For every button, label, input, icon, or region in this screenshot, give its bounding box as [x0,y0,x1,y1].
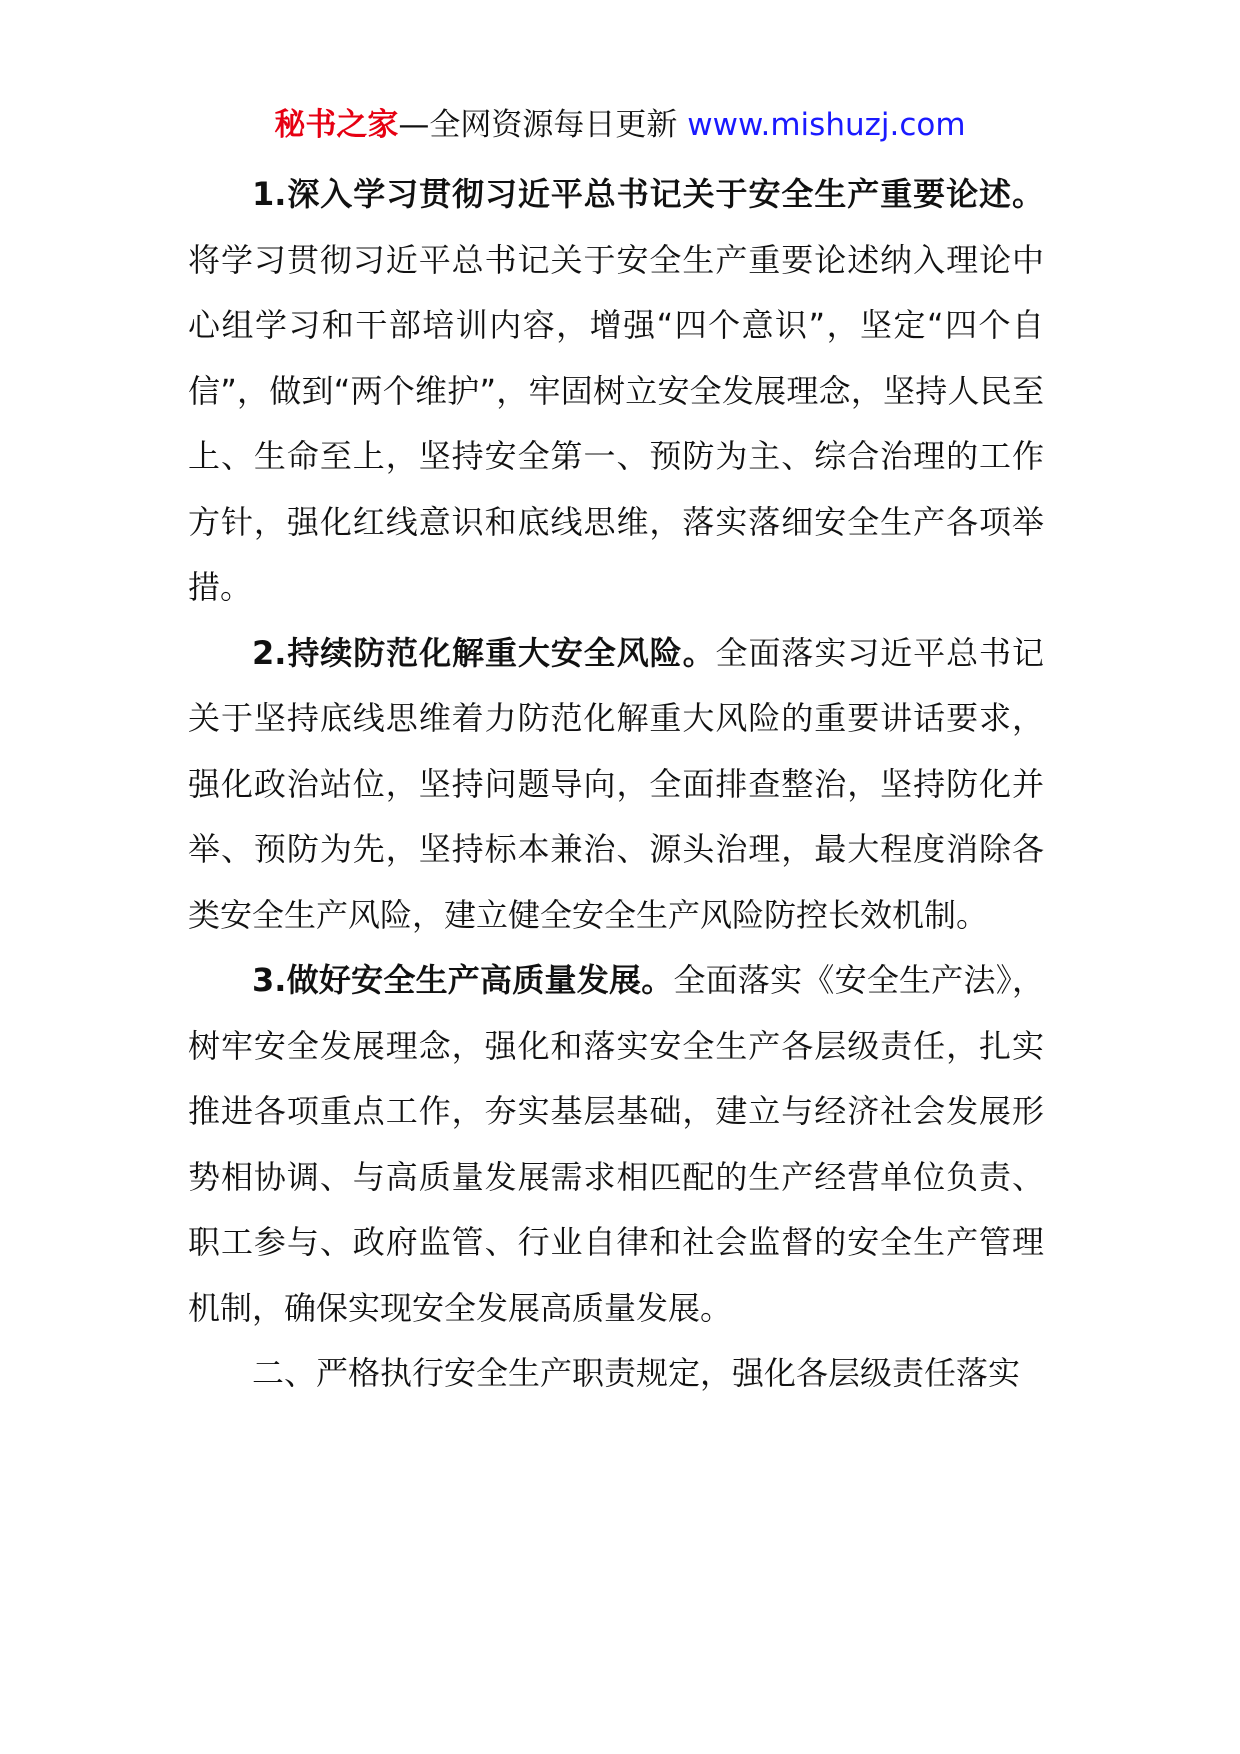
paragraph-2-lead: 2.持续防范化解重大安全风险。 [252,633,716,672]
paragraph-1-lead: 1.深入学习贯彻习近平总书记关于安全生产重要论述。 [252,175,1044,213]
paragraph-1-text: 将学习贯彻习近平总书记关于安全生产重要论述纳入理论中心组学习和干部培训内容，增强“四个意识”，坚定“四个自信”，做到“两个维护”，牢固树立安全发展理念，坚持人民至上、生命至上，坚持安全第一、预防为主、综合治理的工作方针，强化红线意识和底线思维，落实落细安全生产各项举措。 [188,240,1044,606]
header-slogan: —全网资源每日更新 [398,107,678,143]
page-header [0,98,1240,152]
header-url-link[interactable]: www.mishuzj.com [687,107,966,143]
paragraph-3-lead: 3.做好安全生产高质量发展。 [252,961,674,999]
paragraph-3 [188,948,1044,1341]
header-brand: 秘书之家 [274,107,399,143]
section-heading-2 [188,1341,1044,1407]
paragraph-1 [188,162,1044,621]
section-heading-2-text: 二、严格执行安全生产职责规定，强化各层级责任落实 [252,1354,1021,1392]
paragraph-2-text: 全面落实习近平总书记关于坚持底线思维着力防范化解重大风险的重要讲话要求，强化政治站位，坚持问题导向，全面排查整治，坚持防化并举、预防为先，坚持标本兼治、源头治理，最大程度消除各类安全生产风险，建立健全安全生产风险防控长效机制。 [188,633,1044,934]
document-body [188,162,1044,1407]
paragraph-2 [188,621,1044,949]
paragraph-3-text: 全面落实《安全生产法》，树牢安全发展理念，强化和落实安全生产各层级责任，扎实推进各项重点工作，夯实基层基础，建立与经济社会发展形势相协调、与高质量发展需求相匹配的生产经营单位负责、职工参与、政府监管、行业自律和社会监督的安全生产管理机制，确保实现安全发展高质量发展。 [188,961,1044,1327]
